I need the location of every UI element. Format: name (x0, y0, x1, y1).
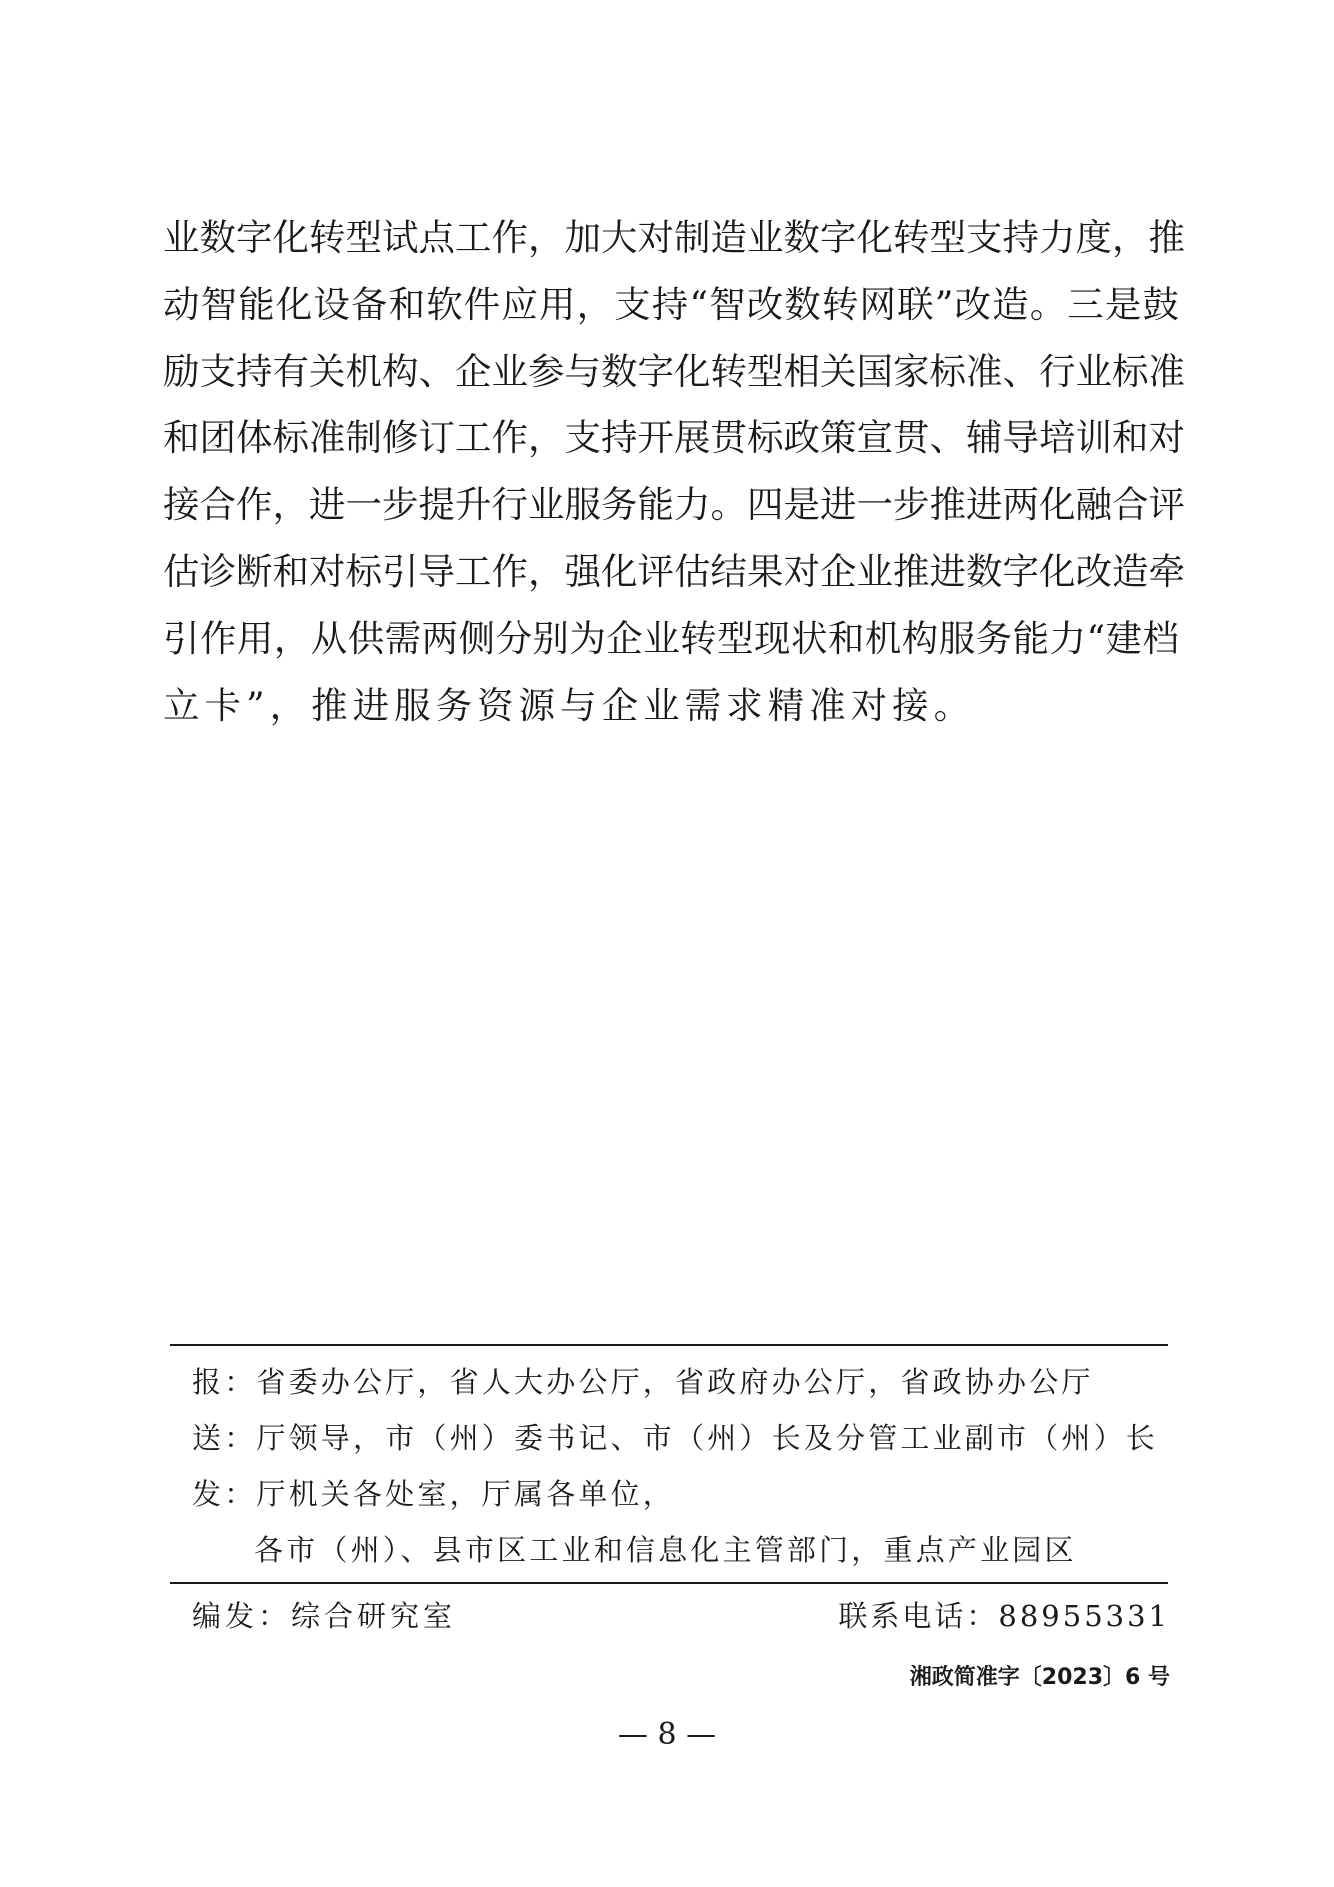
contact-phone: 联系电话：88955331 (838, 1599, 1170, 1633)
body-line: 估诊断和对标引导工作，强化评估结果对企业推进数字化改造牵 (163, 549, 1185, 593)
distribution-top-rule (170, 1344, 1168, 1346)
send-to-line: 送：厅领导，市（州）委书记、市（州）长及分管工业副市（州）长 (192, 1421, 1159, 1455)
distribution-bottom-rule (170, 1582, 1168, 1584)
body-line: 动智能化设备和软件应用，支持“智改数转网联”改造。三是鼓 (163, 282, 1179, 326)
report-to-line: 报：省委办公厅，省人大办公厅，省政府办公厅，省政协办公厅 (192, 1365, 1094, 1399)
body-line: 励支持有关机构、企业参与数字化转型相关国家标准、行业标准 (163, 349, 1185, 393)
body-text (163, 205, 1185, 739)
page-number: — 8 — (617, 1717, 717, 1752)
body-line: 和团体标准制修订工作，支持开展贯标政策宣贯、辅导培训和对 (163, 416, 1185, 460)
editor-label: 编发：综合研究室 (192, 1599, 457, 1633)
body-line: 业数字化转型试点工作，加大对制造业数字化转型支持力度，推 (163, 216, 1185, 259)
issue-to-continued-line: 各市（州）、县市区工业和信息化主管部门，重点产业园区 (254, 1533, 1077, 1567)
body-line: 接合作，进一步提升行业服务能力。四是进一步推进两化融合评 (163, 483, 1185, 527)
issue-to-line: 发：厅机关各处室，厅属各单位， (192, 1477, 676, 1511)
body-line: 引作用，从供需两侧分别为企业转型现状和机构服务能力“建档 (163, 616, 1179, 660)
document-number: 湘政简准字〔2023〕6 号 (909, 1665, 1170, 1690)
body-line: 立卡”，推进服务资源与企业需求精准对接。 (163, 683, 976, 727)
